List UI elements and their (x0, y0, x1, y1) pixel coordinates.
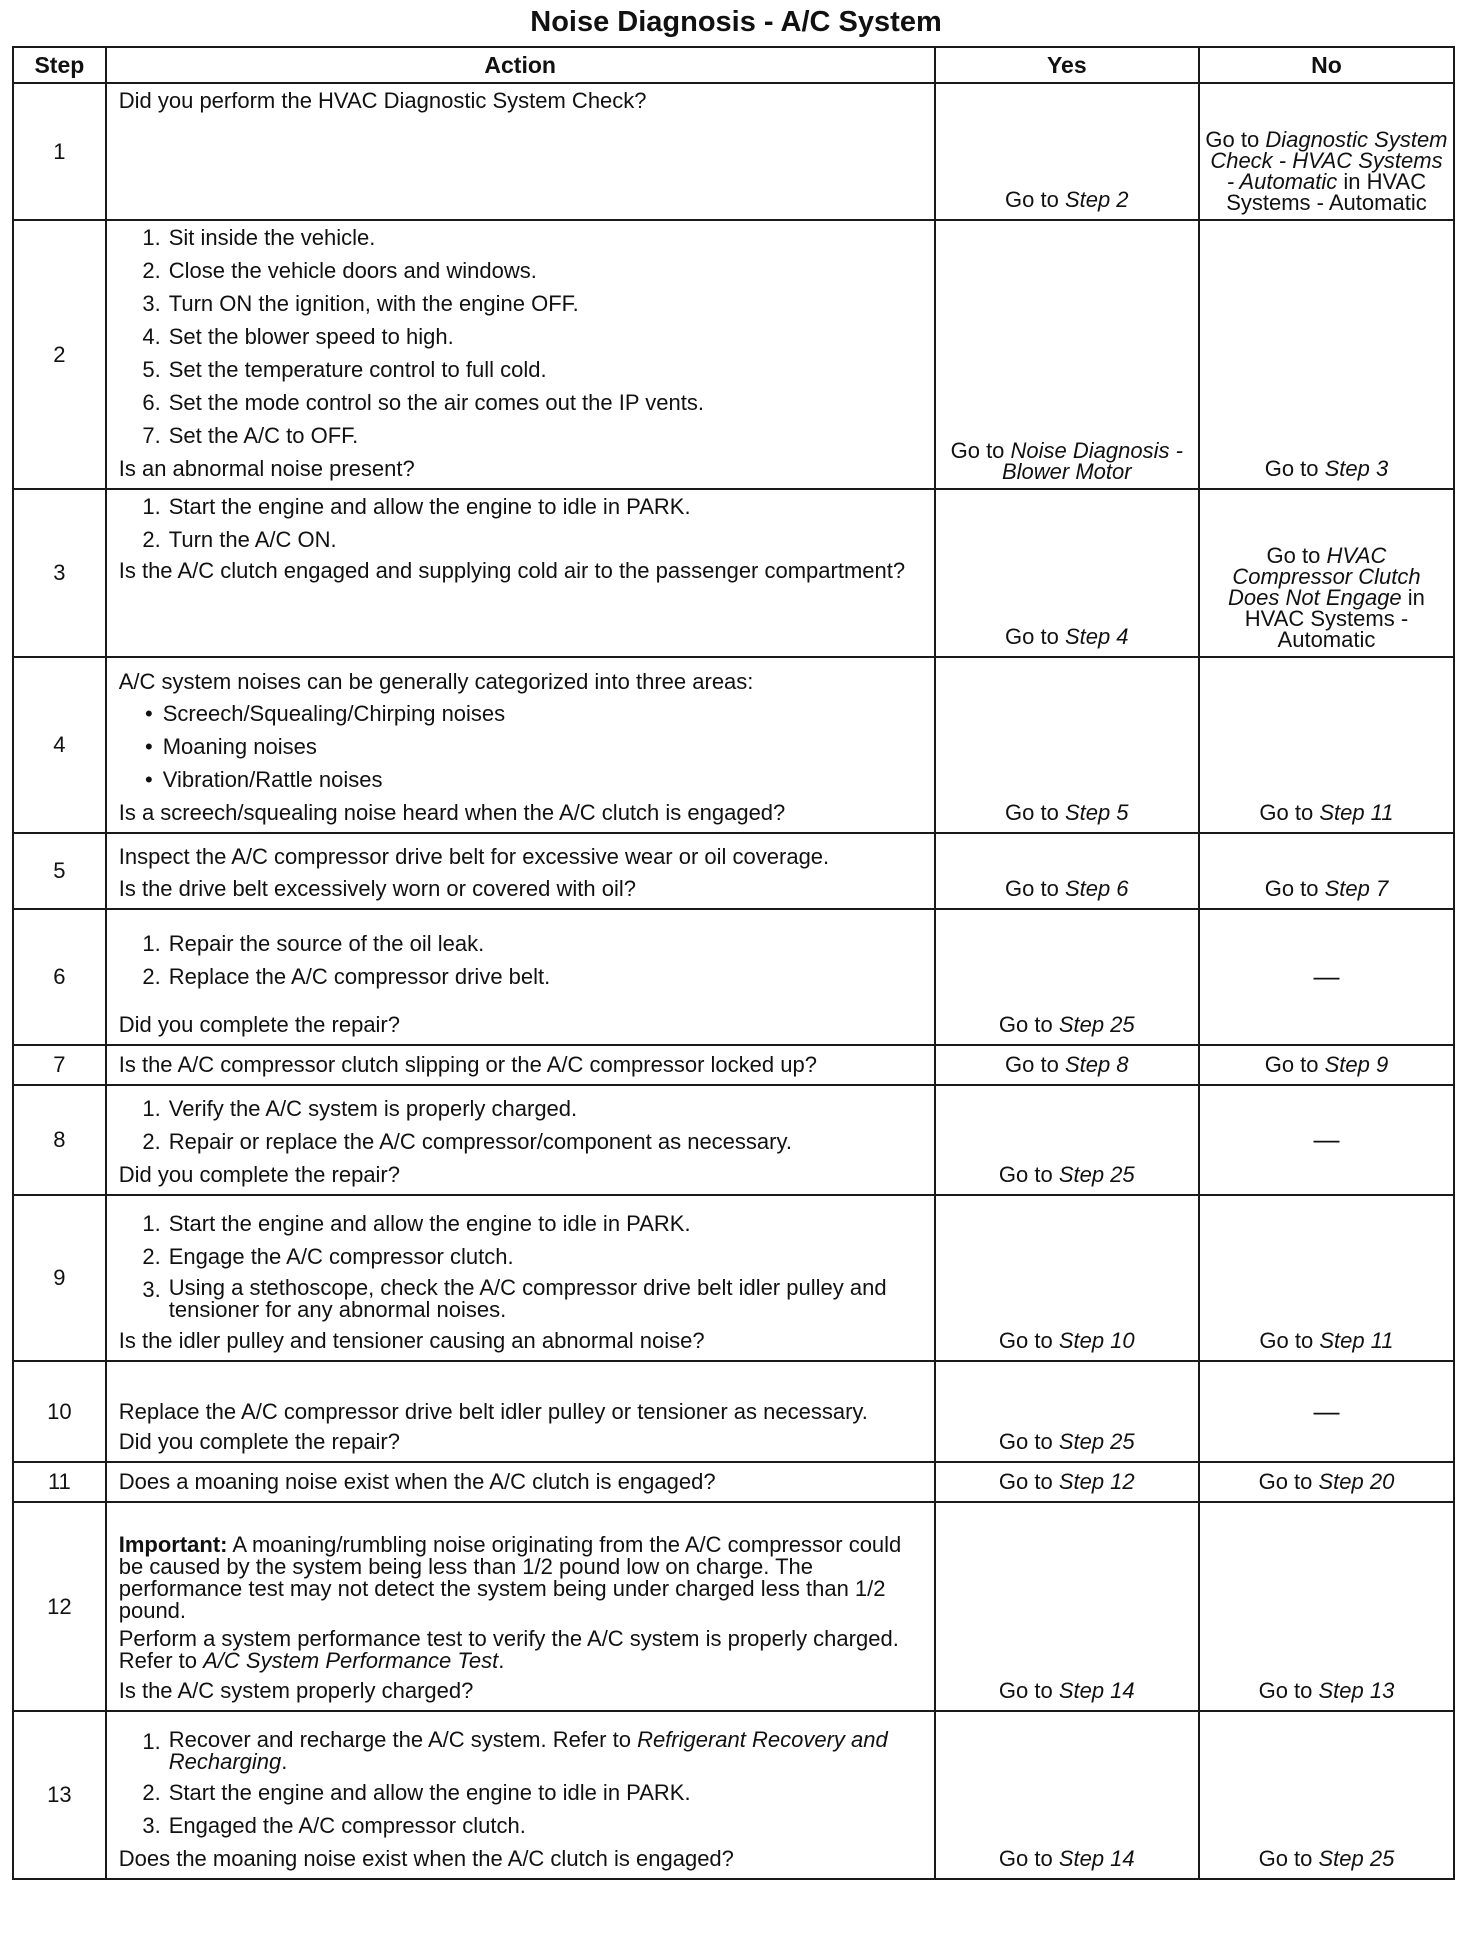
action-steps (119, 1729, 926, 1839)
no-prefix: Go to (1259, 800, 1320, 825)
list-item: 2. Replace the A/C compressor drive belt. (142, 964, 551, 989)
yes-prefix: Go to (998, 1012, 1059, 1037)
perform-link[interactable]: A/C System Performance Test (203, 1648, 499, 1673)
no-prefix: Go to (1258, 1846, 1319, 1871)
yes-cell (935, 1195, 1199, 1361)
list-item: 3. Engaged the A/C compressor clutch. (142, 1813, 526, 1838)
perform-instruction (119, 1628, 926, 1672)
step-number: 7 (13, 1045, 106, 1085)
action-cell (106, 1502, 935, 1711)
yes-prefix: Go to (998, 1162, 1059, 1187)
action-cell (106, 1711, 935, 1879)
step-number: 8 (13, 1085, 106, 1195)
list-item: 1. Start the engine and allow the engine to idle in PARK. (142, 494, 691, 519)
no-prefix: Go to (1259, 1328, 1320, 1353)
yes-prefix: Go to (998, 1846, 1059, 1871)
question: Did you complete the repair? (118, 1012, 400, 1037)
no-prefix: Go to (1258, 1469, 1319, 1494)
table-row (13, 1502, 1454, 1711)
question: Did you complete the repair? (118, 1162, 400, 1187)
action-cell (106, 909, 935, 1045)
action-cell (106, 657, 935, 833)
no-prefix: Go to (1264, 456, 1325, 481)
step-number: 4 (13, 657, 106, 833)
yes-cell (935, 1085, 1199, 1195)
no-link[interactable]: Step 11 (1319, 1328, 1394, 1353)
no-link[interactable]: Step 11 (1319, 800, 1394, 825)
yes-link[interactable]: Step 2 (1064, 187, 1129, 212)
question: Is the drive belt excessively worn or covered with oil? (118, 876, 636, 901)
important-label: Important: (118, 1532, 228, 1557)
list-item: 1. Repair the source of the oil leak. (142, 931, 485, 956)
header-yes: Yes (935, 47, 1199, 83)
table-row (13, 220, 1454, 489)
list-item: • Vibration/Rattle noises (145, 767, 383, 792)
yes-link[interactable]: Step 4 (1064, 624, 1129, 649)
yes-cell (935, 1462, 1199, 1502)
table-row (13, 1045, 1454, 1085)
yes-prefix: Go to (1005, 876, 1065, 901)
list-item: 7. Set the A/C to OFF. (142, 423, 359, 448)
action-cell (106, 489, 935, 657)
important-text: A moaning/rumbling noise originating from the A/C compressor could be caused by the system being less than 1/2 pound low on charge. The performance test may not detect the system being under charged less than 1/2 pound. (118, 1532, 902, 1623)
question: Does a moaning noise exist when the A/C clutch is engaged? (118, 1469, 716, 1494)
action-cell (106, 1085, 935, 1195)
question: Did you perform the HVAC Diagnostic System Check? (118, 88, 647, 113)
yes-link[interactable]: Step 10 (1058, 1328, 1135, 1353)
list-item: 2. Engage the A/C compressor clutch. (142, 1244, 514, 1269)
no-cell (1199, 833, 1454, 909)
action-cell (106, 1361, 935, 1462)
action-intro: Replace the A/C compressor drive belt idler pulley or tensioner as necessary. (118, 1399, 868, 1424)
noise-categories (119, 701, 926, 793)
yes-link[interactable]: Step 14 (1058, 1846, 1135, 1871)
table-row (13, 909, 1454, 1045)
yes-cell (935, 1711, 1199, 1879)
yes-link[interactable]: Step 25 (1058, 1012, 1135, 1037)
no-cell (1199, 489, 1454, 657)
no-prefix: Go to (1264, 876, 1325, 901)
no-prefix: Go to (1205, 127, 1266, 152)
action-cell (106, 1045, 935, 1085)
no-link[interactable]: Step 3 (1324, 456, 1389, 481)
table-row (13, 657, 1454, 833)
table-row (13, 1085, 1454, 1195)
step-number: 3 (13, 489, 106, 657)
step-number: 2 (13, 220, 106, 489)
yes-prefix: Go to (1005, 624, 1065, 649)
no-link[interactable]: Step 25 (1318, 1846, 1395, 1871)
yes-prefix: Go to (998, 1469, 1059, 1494)
step-number: 1 (13, 83, 106, 220)
yes-link[interactable]: Step 25 (1058, 1162, 1135, 1187)
step-number: 6 (13, 909, 106, 1045)
action-intro: Inspect the A/C compressor drive belt for excessive wear or oil coverage. (118, 844, 830, 869)
no-link[interactable]: HVAC Compressor Clutch Does Not Engage (1228, 543, 1421, 610)
question: Is the idler pulley and tensioner causing an abnormal noise? (118, 1328, 705, 1353)
no-prefix: Go to (1264, 1052, 1325, 1077)
step-number: 9 (13, 1195, 106, 1361)
no-link[interactable]: Step 9 (1324, 1052, 1389, 1077)
no-cell (1199, 1045, 1454, 1085)
question: Did you complete the repair? (118, 1429, 400, 1454)
no-suffix: in HVAC Systems - Automatic (1244, 585, 1425, 652)
header-step: Step (13, 47, 106, 83)
no-cell: — (1199, 1361, 1454, 1462)
perform-suffix: . (498, 1648, 505, 1673)
yes-cell (935, 1045, 1199, 1085)
yes-link[interactable]: Step 6 (1064, 876, 1129, 901)
yes-link[interactable]: Step 25 (1058, 1429, 1135, 1454)
no-cell (1199, 220, 1454, 489)
yes-prefix: Go to (1005, 1052, 1065, 1077)
no-cell (1199, 83, 1454, 220)
action-steps (119, 1211, 926, 1321)
diagnostic-table (12, 46, 1455, 1880)
table-row (13, 1361, 1454, 1462)
list-item: 3. Using a stethoscope, check the A/C compressor drive belt idler pulley and tensioner for any abnormal noises. (142, 1275, 887, 1322)
list-item: • Screech/Squealing/Chirping noises (145, 701, 506, 726)
yes-cell (935, 83, 1199, 220)
step-number: 12 (13, 1502, 106, 1711)
action-steps (119, 494, 926, 553)
important-note (119, 1534, 926, 1622)
no-suffix: in HVAC Systems - Automatic (1226, 169, 1427, 215)
header-row (13, 47, 1454, 83)
yes-cell (935, 833, 1199, 909)
action-cell (106, 83, 935, 220)
list-item: • Moaning noises (145, 734, 317, 759)
step-number: 13 (13, 1711, 106, 1879)
question: Does the moaning noise exist when the A/C clutch is engaged? (118, 1846, 734, 1871)
table-row (13, 833, 1454, 909)
page-title: Noise Diagnosis - A/C System (530, 6, 942, 38)
step-number: 10 (13, 1361, 106, 1462)
action-cell (106, 220, 935, 489)
no-cell: — (1199, 1085, 1454, 1195)
yes-link[interactable]: Step 14 (1058, 1678, 1135, 1703)
yes-cell (935, 220, 1199, 489)
yes-prefix: Go to (1005, 800, 1065, 825)
no-link[interactable]: Step 7 (1324, 876, 1389, 901)
no-prefix: Go to (1258, 1678, 1319, 1703)
no-link[interactable]: Step 13 (1318, 1678, 1395, 1703)
no-cell (1199, 1195, 1454, 1361)
table-row (13, 1711, 1454, 1879)
perform-text: Perform a system performance test to verify the A/C system is properly charged. Refer to (118, 1626, 899, 1673)
list-item: 1. Recover and recharge the A/C system. Refer to Refrigerant Recovery and Recharging. (142, 1727, 888, 1774)
action-cell (106, 833, 935, 909)
list-item: 2. Turn the A/C ON. (142, 527, 337, 552)
list-item: 6. Set the mode control so the air comes out the IP vents. (142, 390, 704, 415)
list-item: 3. Turn ON the ignition, with the engine OFF. (142, 291, 579, 316)
list-item: 1. Sit inside the vehicle. (142, 225, 376, 250)
yes-prefix: Go to (1005, 187, 1065, 212)
no-cell: — (1199, 909, 1454, 1045)
action-steps (119, 225, 926, 449)
no-cell (1199, 1502, 1454, 1711)
question: Is a screech/squealing noise heard when the A/C clutch is engaged? (118, 800, 786, 825)
list-item: 2. Repair or replace the A/C compressor/component as necessary. (142, 1129, 792, 1154)
yes-link[interactable]: Step 8 (1064, 1052, 1129, 1077)
table-row (13, 1195, 1454, 1361)
action-cell (106, 1462, 935, 1502)
table-row (13, 489, 1454, 657)
yes-cell (935, 1502, 1199, 1711)
table-row (13, 1462, 1454, 1502)
yes-prefix: Go to (998, 1678, 1059, 1703)
yes-cell (935, 1361, 1199, 1462)
yes-link[interactable]: Noise Diagnosis - Blower Motor (1001, 438, 1183, 484)
action-intro: A/C system noises can be generally categorized into three areas: (118, 669, 754, 694)
no-link[interactable]: Step 20 (1318, 1469, 1395, 1494)
header-no: No (1199, 47, 1454, 83)
no-cell (1199, 1462, 1454, 1502)
yes-cell (935, 657, 1199, 833)
step-number: 11 (13, 1462, 106, 1502)
list-item: 1. Verify the A/C system is properly charged. (142, 1096, 578, 1121)
question: Is the A/C clutch engaged and supplying cold air to the passenger compartment? (118, 558, 906, 583)
refrigerant-link[interactable]: Refrigerant Recovery and Recharging (168, 1727, 888, 1774)
list-item: 1. Start the engine and allow the engine to idle in PARK. (142, 1211, 691, 1236)
yes-cell (935, 909, 1199, 1045)
list-item: 5. Set the temperature control to full cold. (142, 357, 547, 382)
action-cell (106, 1195, 935, 1361)
yes-prefix: Go to (998, 1429, 1059, 1454)
yes-link[interactable]: Step 5 (1064, 800, 1129, 825)
list-item: 2. Start the engine and allow the engine to idle in PARK. (142, 1780, 691, 1805)
header-action: Action (106, 47, 935, 83)
yes-link[interactable]: Step 12 (1058, 1469, 1135, 1494)
no-cell (1199, 1711, 1454, 1879)
action-steps (119, 1096, 926, 1155)
no-link[interactable]: Diagnostic System Check - HVAC Systems - Automatic (1210, 127, 1448, 194)
yes-prefix: Go to (998, 1328, 1059, 1353)
yes-prefix: Go to (950, 438, 1011, 463)
no-prefix: Go to (1266, 543, 1327, 568)
table-row (13, 83, 1454, 220)
action-steps (119, 931, 926, 990)
question: Is the A/C compressor clutch slipping or the A/C compressor locked up? (118, 1052, 817, 1077)
list-item: 2. Close the vehicle doors and windows. (142, 258, 537, 283)
list-item: 4. Set the blower speed to high. (142, 324, 454, 349)
step-number: 5 (13, 833, 106, 909)
question: Is the A/C system properly charged? (118, 1678, 474, 1703)
no-cell (1199, 657, 1454, 833)
question: Is an abnormal noise present? (118, 456, 415, 481)
yes-cell (935, 489, 1199, 657)
